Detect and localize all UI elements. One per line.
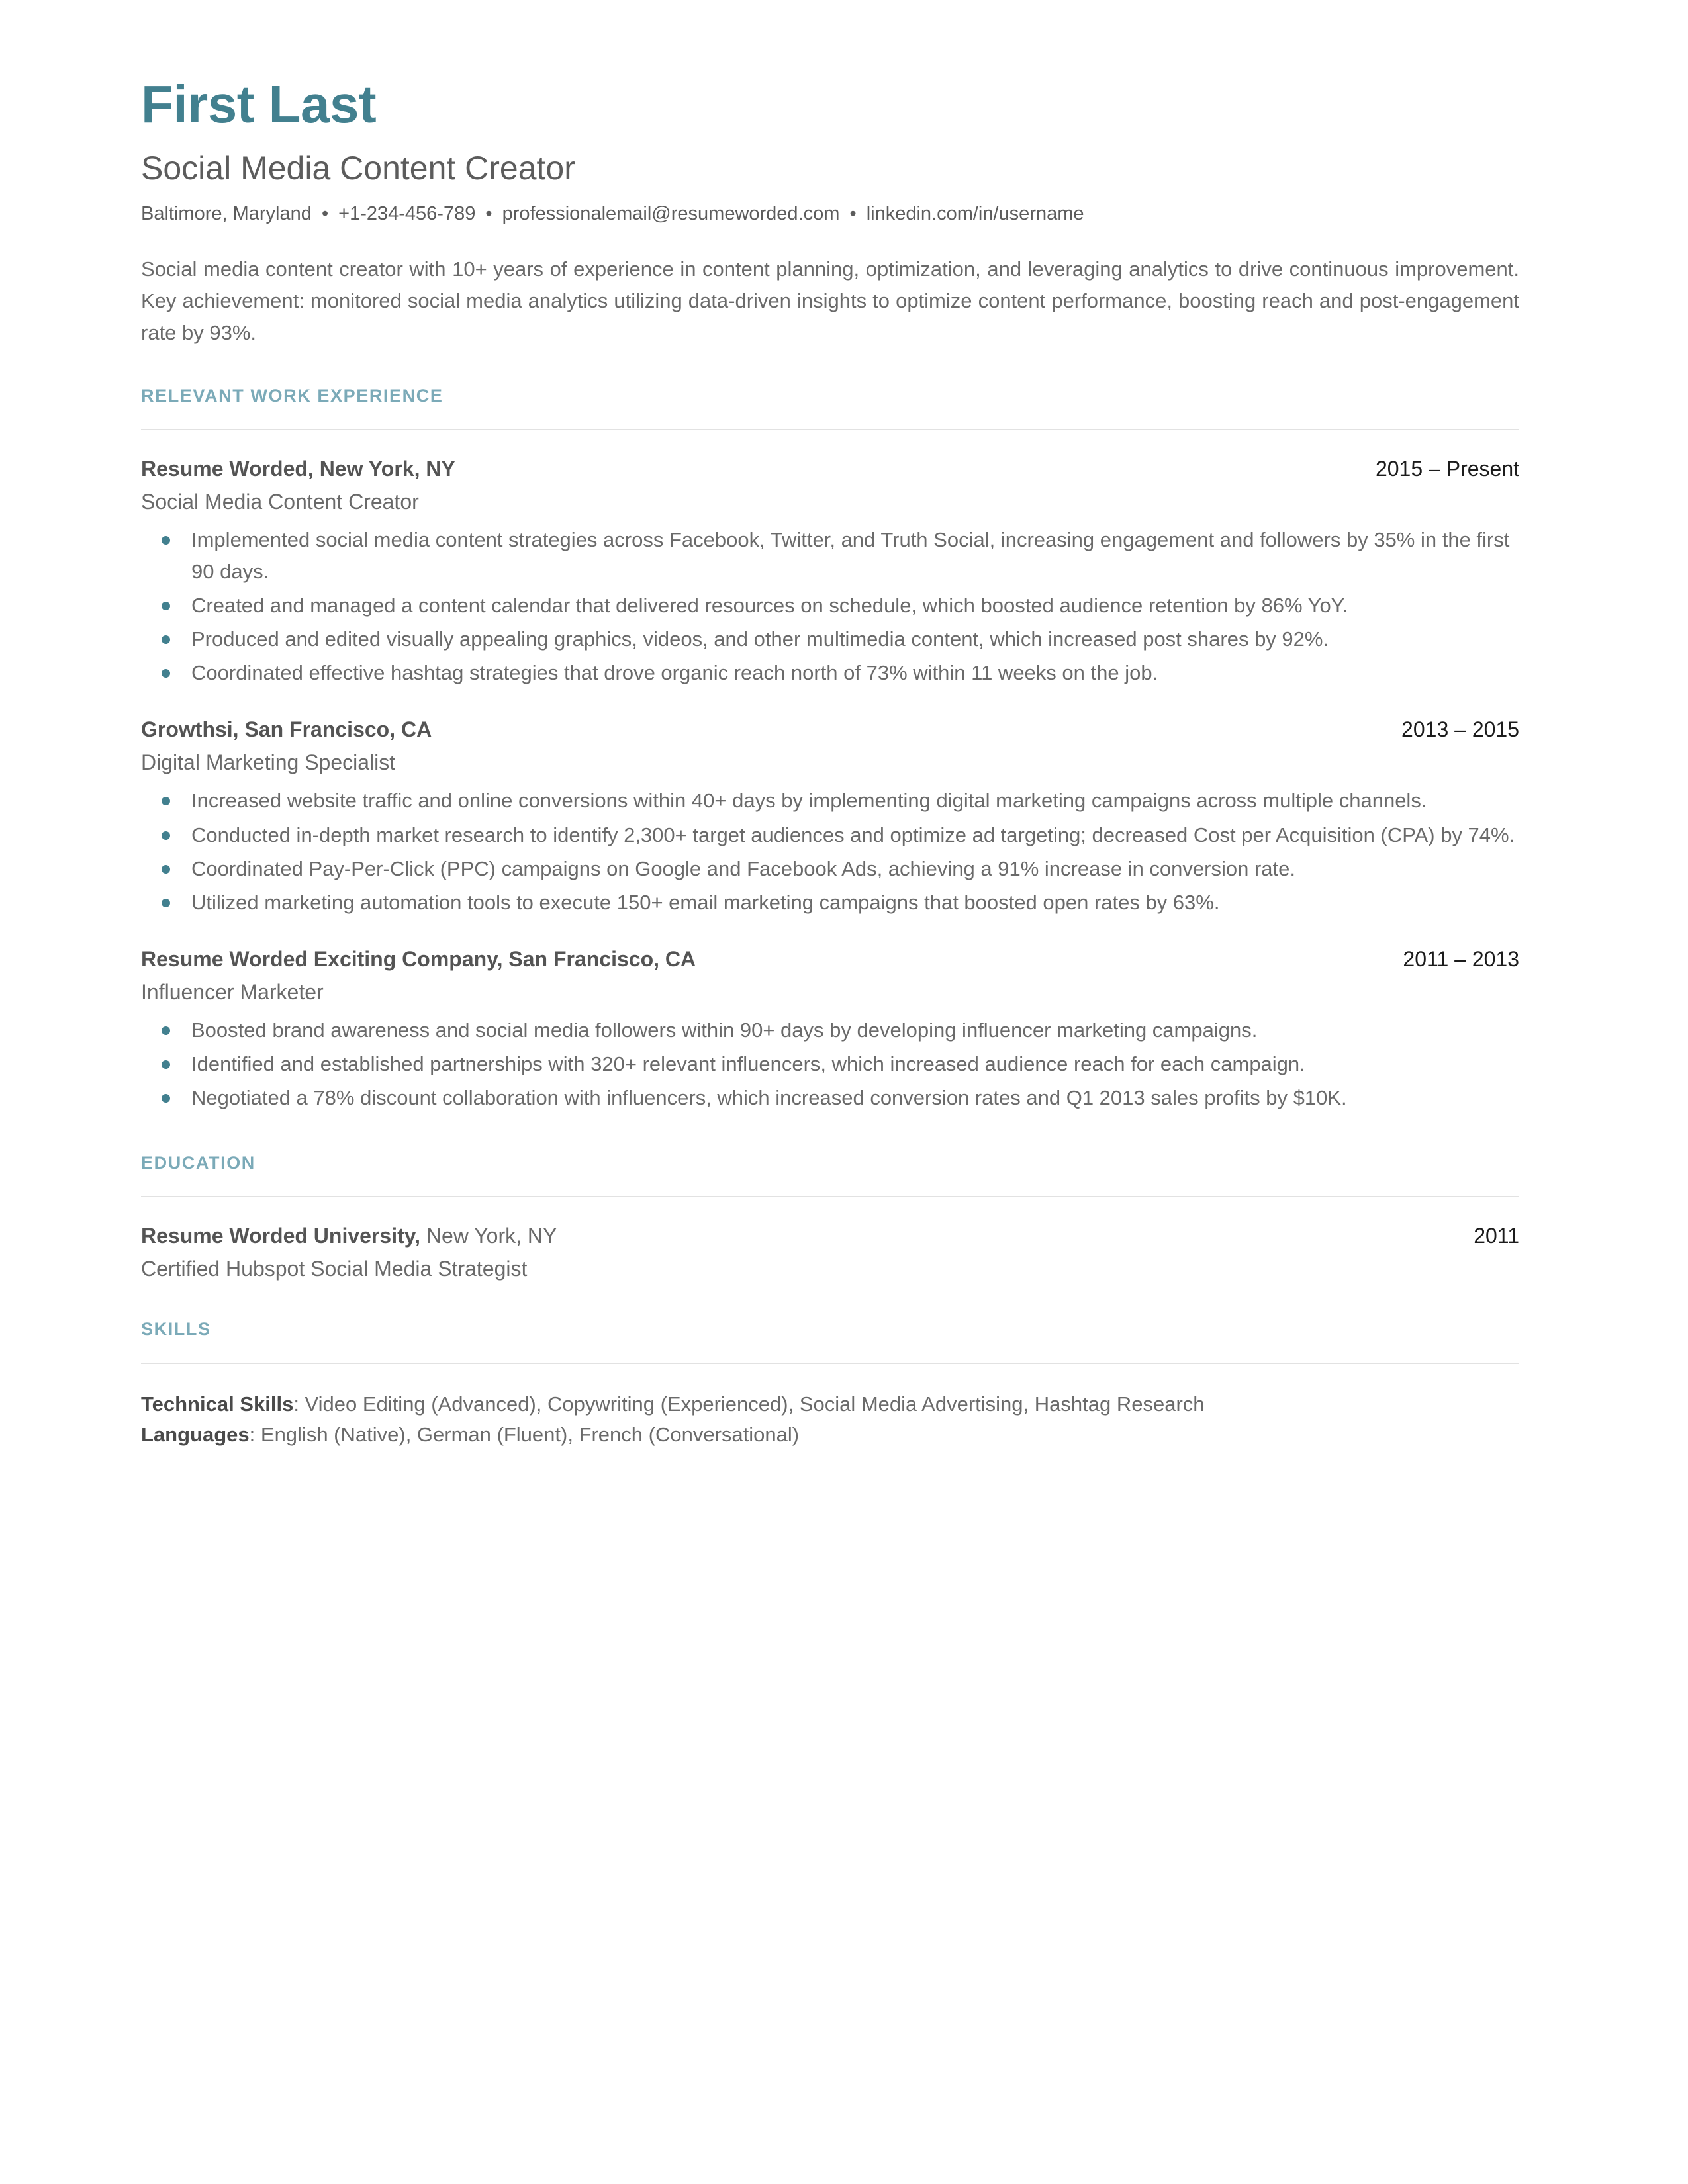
bullet-dot-icon bbox=[162, 1026, 170, 1035]
bullet-text: Conducted in-depth market research to identify 2,300+ target audiences and optimize ad targeting; decreased Cost per Acquisition (CPA) by 74%. bbox=[191, 823, 1515, 846]
bullet-item bbox=[141, 785, 1519, 817]
experience-bullets bbox=[141, 515, 1519, 689]
resume-header bbox=[141, 0, 1519, 349]
bullet-text: Utilized marketing automation tools to execute 150+ email marketing campaigns that boosted open rates by 63%. bbox=[191, 890, 1220, 914]
bullet-text: Created and managed a content calendar that delivered resources on schedule, which boosted audience retention by 86% YoY. bbox=[191, 594, 1348, 617]
skills-value: Video Editing (Advanced), Copywriting (Experienced), Social Media Advertising, Hashtag Research bbox=[305, 1392, 1205, 1416]
section-skills bbox=[141, 1282, 1519, 1450]
bullet-item bbox=[141, 819, 1519, 851]
bullet-item bbox=[141, 524, 1519, 588]
section-education bbox=[141, 1116, 1519, 1282]
bullet-item bbox=[141, 1015, 1519, 1046]
candidate-name: First Last bbox=[141, 75, 377, 134]
experience-entry-header bbox=[141, 455, 1519, 482]
professional-summary: Social media content creator with 10+ years of experience in content planning, optimization, and leveraging analytics to drive continuous improvement. Key achievement: monitored social media analytics utilizing data-driven insights to optimize content performance, boosting reach and post-engagement rate by 93%. bbox=[141, 257, 1519, 344]
bullet-text: Negotiated a 78% discount collaboration with influencers, which increased conversion rates and Q1 2013 sales profits by $10K. bbox=[191, 1085, 1347, 1109]
section-title-experience: RELEVANT WORK EXPERIENCE bbox=[141, 385, 444, 406]
education-entry bbox=[141, 1197, 1519, 1282]
experience-dates: 2011 – 2013 bbox=[1403, 946, 1519, 971]
bullet-dot-icon bbox=[162, 797, 170, 805]
experience-dates: 2013 – 2015 bbox=[1401, 717, 1519, 742]
experience-dates: 2015 – Present bbox=[1375, 457, 1519, 481]
bullet-dot-icon bbox=[162, 1094, 170, 1103]
bullet-text: Coordinated Pay-Per-Click (PPC) campaigns on Google and Facebook Ads, achieving a 91% increase in conversion rate. bbox=[191, 856, 1295, 880]
education-school-location: New York, NY bbox=[420, 1224, 557, 1248]
bullet-text: Coordinated effective hashtag strategies that drove organic reach north of 73% within 11 weeks on the job. bbox=[191, 661, 1158, 685]
candidate-headline: Social Media Content Creator bbox=[141, 150, 575, 187]
experience-entry-header bbox=[141, 946, 1519, 972]
bullet-text: Identified and established partnerships with 320+ relevant influencers, which increased audience reach for each campaign. bbox=[191, 1052, 1305, 1075]
bullet-dot-icon bbox=[162, 602, 170, 610]
contact-linkedin[interactable]: linkedin.com/in/username bbox=[866, 203, 1084, 224]
bullet-item bbox=[141, 657, 1519, 689]
bullet-dot-icon bbox=[162, 899, 170, 907]
bullet-dot-icon bbox=[162, 669, 170, 678]
education-credential: Certified Hubspot Social Media Strategist bbox=[141, 1257, 528, 1281]
experience-org: Resume Worded, New York, NY bbox=[141, 457, 455, 481]
contact-separator-icon: • bbox=[849, 203, 857, 224]
contact-line bbox=[141, 187, 1519, 227]
section-title-education: EDUCATION bbox=[141, 1152, 256, 1173]
resume-content bbox=[141, 0, 1519, 1451]
contact-separator-icon: • bbox=[485, 203, 492, 224]
bullet-text: Increased website traffic and online conversions within 40+ days by implementing digital marketing campaigns across multiple channels. bbox=[191, 789, 1427, 813]
experience-role: Social Media Content Creator bbox=[141, 490, 419, 514]
bullet-dot-icon bbox=[162, 831, 170, 840]
bullet-text: Boosted brand awareness and social media followers within 90+ days by developing influencer marketing campaigns. bbox=[191, 1018, 1258, 1042]
bullet-text: Produced and edited visually appealing graphics, videos, and other multimedia content, which increased post shares by 92%. bbox=[191, 627, 1329, 651]
education-school bbox=[141, 1222, 557, 1249]
skills-value: English (Native), German (Fluent), French (Conversational) bbox=[260, 1423, 800, 1447]
experience-bullets bbox=[141, 776, 1519, 918]
education-dates: 2011 bbox=[1474, 1224, 1519, 1248]
experience-role: Digital Marketing Specialist bbox=[141, 751, 396, 775]
skills-label: Languages bbox=[141, 1423, 250, 1447]
bullet-dot-icon bbox=[162, 635, 170, 644]
skills-row-technical bbox=[141, 1364, 1519, 1420]
bullet-item bbox=[141, 623, 1519, 655]
bullet-item bbox=[141, 1082, 1519, 1114]
bullet-item bbox=[141, 1048, 1519, 1080]
contact-location: Baltimore, Maryland bbox=[141, 203, 312, 224]
section-experience bbox=[141, 349, 1519, 1114]
bullet-text: Implemented social media content strategies across Facebook, Twitter, and Truth Social, increasing engagement and followers by 35% in the first 90 days. bbox=[191, 528, 1510, 584]
skills-separator: : bbox=[249, 1423, 261, 1447]
section-title-skills: SKILLS bbox=[141, 1319, 211, 1340]
education-school-name: Resume Worded University, bbox=[141, 1224, 421, 1248]
experience-org: Resume Worded Exciting Company, San Francisco, CA bbox=[141, 946, 696, 971]
experience-entry bbox=[141, 691, 1519, 918]
bullet-dot-icon bbox=[162, 865, 170, 874]
bullet-dot-icon bbox=[162, 1060, 170, 1069]
education-entry-header bbox=[141, 1222, 1519, 1249]
experience-role: Influencer Marketer bbox=[141, 979, 324, 1004]
contact-separator-icon: • bbox=[321, 203, 329, 224]
experience-org: Growthsi, San Francisco, CA bbox=[141, 717, 432, 742]
bullet-item bbox=[141, 887, 1519, 919]
contact-email[interactable]: professionalemail@resumeworded.com bbox=[502, 203, 840, 224]
skills-row-languages bbox=[141, 1420, 1519, 1451]
bullet-item bbox=[141, 853, 1519, 885]
experience-entry bbox=[141, 430, 1519, 689]
skills-separator: : bbox=[293, 1392, 305, 1416]
skills-label: Technical Skills bbox=[141, 1392, 294, 1416]
bullet-item bbox=[141, 590, 1519, 621]
experience-entry bbox=[141, 921, 1519, 1114]
experience-bullets bbox=[141, 1005, 1519, 1114]
experience-entry-header bbox=[141, 716, 1519, 743]
contact-phone[interactable]: +1-234-456-789 bbox=[338, 203, 476, 224]
bullet-dot-icon bbox=[162, 536, 170, 545]
